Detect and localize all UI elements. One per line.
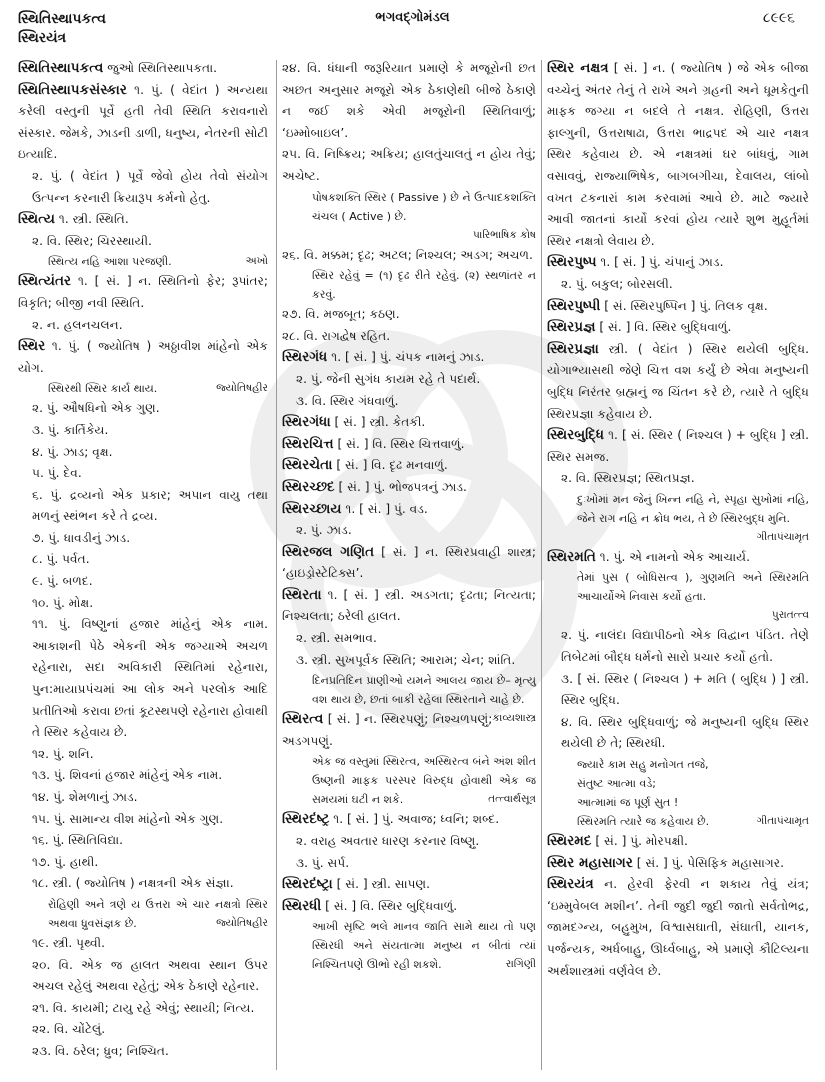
- headword: સ્થિરપ્રજ્ઞ: [547, 319, 596, 336]
- entry: સ્થિરપુષ્પી [ સં. સ્થિરપુષ્પિન ] પું. તિલક વૃક્ષ.: [547, 297, 768, 314]
- sense: ૨૦. વિ. એક જ હાલત અથવા સ્થાન ઉપર અચલ રહેલું અથવા રહેતું; એક ઠેકાણે રહેનાર.: [32, 957, 268, 994]
- entry: સ્થિરતા ૧. [ સં. ] સ્ત્રી. અડગતા; દૃઢતા; નિત્યતા; નિશ્ચલતા; ઠરેલી હાલત.: [282, 586, 536, 624]
- headword: સ્થિર: [18, 338, 46, 355]
- headword: સ્થિરગંધ: [282, 349, 328, 366]
- sense: ૧૨. પું. શનિ.: [32, 746, 94, 761]
- quotation-source: તત્ત્વાર્થસૂત્ર: [488, 793, 536, 806]
- quotation-source: જ્યોતિષહીર: [216, 916, 268, 929]
- entry: સ્થિરમતિ ૧. પું. એ નામનો એક આચાર્ય.: [547, 548, 751, 565]
- headword: સ્થિરમતિ: [547, 548, 596, 565]
- entry: સ્થિરપુષ્પ ૧. [ સં. ] પું. ચંપાનું ઝાડ.: [547, 254, 724, 271]
- entry: સ્થિર નક્ષત્ર [ સં. ] ન. ( જ્યોતિષ ) જે એક બીજા વચ્ચેનું અંતર તેનું તે રાખે અને ગ્રહની અને ધૂમકેતુની માફક જગ્યા ન બદલે તે નક્ષત્ર. રોહિણી, ઉત્તરા ફાલ્ગુની, ઉત્તરાષાઢા, ઉત્તરા ભાદ્રપદ એ ચાર નક્ષત્ર સ્થિર કહેવાય છે. એ નક્ષત્રમાં ઘર બાંધવું, ગામ વસાવવું, રાજ્યાભિષેક, બાગબગીચા, દેવાલય, લાંબો વખત ટકનારાં કામ કરવામાં આવે છે. માટે જ્યારે આવી જાતનાં કાર્યો કરવાં હોય ત્યારે શુભ મુહૂર્તમાં સ્થિર નક્ષત્રો લેવાય છે.: [547, 60, 809, 248]
- sense: ૨૫. વિ. નિષ્ક્રિય; અક્રિય; હાલતુંચાલતું ન હોય તેવું; અચેષ્ટ.: [282, 147, 536, 183]
- sense: ૧૪. પું. શેમળાનું ઝાડ.: [32, 790, 138, 804]
- definition: જુઓ સ્થિતિસ્થાપકતા.: [103, 61, 217, 75]
- headword: સ્થિરચ્છદ: [282, 478, 335, 495]
- sense: ૨૭. વિ. મજબૂત; કઠણ.: [282, 307, 400, 322]
- book-title: ભગવદ્ગોમંડલ: [375, 10, 450, 25]
- definition: ૧. પું. ( જ્યોતિષ ) અઠ્ઠાવીશ માંહેનો એક યોગ.: [18, 339, 268, 375]
- sense: ૨. વિ. સ્થિર; ચિરસ્થાયી.: [32, 233, 152, 248]
- headword: સ્થિરચેતા: [282, 457, 333, 474]
- quotation: સ્થિર રહેવું = (૧) દૃઢ રીતે રહેવું. (૨) સ્થળાંતર ન કરવું.: [312, 269, 536, 302]
- quotation: રોહિણી અને ત્રણે ય ઉત્તરા એ ચાર નક્ષત્રો સ્થિર અથવા ધ્રુવસંજ્ઞક છે. જ્યોતિષહીર: [18, 895, 268, 933]
- sense: ૨૨. વિ. ચોંટેલું.: [32, 1022, 106, 1037]
- verse-line: આત્મામાં જ પૂર્ણ સુત !: [577, 796, 679, 810]
- entry: સ્થિરયંત્ર ન. હેરવી ફેરવી ન શકાય તેવું યંત્ર; ‘ઇમ્મુવેબલ મશીન’. તેની જુદી જુદી જાતો સર્વતોભદ્ર, જામદગ્ન્ય, બહુમુખ, વિશ્વાસઘાતી, સંઘાતી, યાનક, પર્જન્યક, અર્ધબાહુ, ઊર્ધ્વબાહુ, એ પ્રમાણે કૌટિલ્યના અર્થશાસ્ત્રમાં વર્ણવેલ છે.: [547, 876, 809, 978]
- sense: ૨૬. વિ. મક્કમ; દૃઢ; અટલ; નિશ્ચલ; અડગ; અચળ.: [282, 247, 533, 262]
- definition: ૧. પું. ( વેદાંત ) અન્યથા કરેલી વસ્તુની પૂર્વે હતી તેવી સ્થિતિ કરાવનારો સંસ્કાર. જેમકે, ઝાડની ડાળી, ધનુષ્ય, નેતરની સોટી ઇત્યાદિ.: [18, 82, 268, 162]
- entry: [18, 209, 268, 231]
- page-header: [0, 6, 825, 50]
- headword: સ્થિત્ય: [18, 211, 56, 228]
- sense: ૨. પું. નાલંદા વિદ્યાપીઠનો એક વિદ્વાન પંડિત. તેણે તિબેટમાં બૌદ્ધ ધર્મનો સારો પ્રચાર કર્યો હતો.: [561, 628, 809, 665]
- headword: સ્થિરત્વ: [282, 711, 324, 728]
- sense: ૨૩. વિ. ઠરેલ; ધ્રુવ; નિશ્ચિત.: [32, 1043, 169, 1058]
- headword: સ્થિરમદ: [547, 833, 592, 850]
- dictionary-columns: [0, 58, 825, 1082]
- quotation: તેમાં પુસ ( બોધિસત્વ ), ગુણમતિ અને સ્થિરમતિ આચાર્યોએ નિવાસ કર્યો હતા.: [577, 571, 809, 604]
- headword: સ્થિરચિત્ત: [282, 435, 334, 452]
- quotation: સ્થિત્ય નહિ આશા પરજણી. અખો: [18, 252, 268, 271]
- sense: ૧૯. સ્ત્રી. પૃથ્વી.: [32, 935, 106, 950]
- column-left: [18, 58, 268, 1063]
- sense: ૯. પું. બળદ.: [32, 574, 93, 589]
- headword: સ્થિતિસ્થાપકત્વ: [18, 60, 104, 76]
- sense: ૨. વરાહ અવતાર ધારણ કરનાર વિષ્ણુ.: [296, 834, 480, 849]
- sense: ૨. પું. ઝાડ.: [296, 523, 352, 538]
- sense: ૧૮. સ્ત્રી. ( જ્યોતિષ ) નક્ષત્રની એક સંજ્ઞા.: [32, 876, 234, 891]
- entry: સ્થિર મહાસાગર [ સં. ] પું. પેસિફિક મહાસાગર.: [547, 854, 784, 871]
- entry: સ્થિરમદ [ સં. ] પું. મોરપક્ષી.: [547, 833, 688, 850]
- sense: ૪. પું. ઝાડ; વૃક્ષ.: [32, 444, 113, 459]
- headword: સ્થિતિસ્થાપકસંસ્કાર: [18, 81, 127, 98]
- headword: સ્થિર નક્ષત્ર: [547, 60, 609, 76]
- quotation-source: ગીતાપંચામૃત: [756, 815, 809, 828]
- entry: સ્થિરદંષ્ટ્રા [ સં. ] સ્ત્રી. સાપણ.: [282, 876, 430, 893]
- sense: ૨. વિ. સ્થિરપ્રજ્ઞ; સ્થિતપ્રજ્ઞ.: [561, 471, 695, 486]
- headword: સ્થિરબુદ્ધિ: [547, 427, 604, 444]
- sense: ૨. પું. ( વેદાંત ) પૂર્વે જેવો હોય તેવો સંયોગ ઉત્પન્ન કરનારી ક્રિયારૂપ કર્મનો હેતુ.: [32, 168, 268, 205]
- quotation-source: જ્યોતિષહીર: [216, 382, 268, 395]
- sense: ૩. પું. કાર્તિકેય.: [32, 422, 109, 437]
- sense: ૧૧. પું. વિષ્ણુનાં હજાર માંહેનું એક નામ. આકાશની પેઠે એકની એક જગ્યાએ અચળ રહેનારા, સદા અવિકારી સ્થિતિમાં રહેનારા, પુન:માયાપ્રપંચમાં આ લોક અને પરલોક આદિ પ્રતીતિઓ કરાવા છતાં કૂટસ્થપણે રહેનારા હોવાથી તે સ્થિર કહેવાય છે.: [32, 617, 268, 740]
- guide-word-last: સ્થિરયંત્ર: [18, 30, 67, 46]
- quotation: દુઃખોમાં મન જેનું ખિન્ન નહિ ને, સ્પૃહા સુખોમાં નહિ, જેને રાગ નહિ ન ક્રોધ ભય, તે છે સ્થિરબુદ્ધ મુનિ.: [577, 492, 809, 525]
- entry: [18, 80, 268, 166]
- entry: સ્થિરચેતા [ સં. ] વિ. દૃઢ મનવાળું.: [282, 457, 448, 474]
- verse-line: સ્થિરમતિ ત્યારે જ કહેવાય છે. ગીતાપંચામૃત: [547, 812, 809, 831]
- sense: ૩. [ સં. સ્થિર ( નિશ્ચલ ) + મતિ ( બુદ્ધિ ) ] સ્ત્રી. સ્થિર બુદ્ધિ.: [561, 671, 809, 708]
- entry: સ્થિરપ્રજ્ઞા સ્ત્રી. ( વેદાંત ) સ્થિર થયેલી બુદ્ધિ. યોગાભ્યાસથી જેણે ચિત્ત વશ કર્યું છે એવા મનુષ્યની બુદ્ધિ નિરંતર બ્રહ્મનું જ ચિંતન કરે છે, ત્યારે તે બુદ્ધિ સ્થિરપ્રજ્ઞા કહેવાય છે.: [547, 340, 809, 421]
- sense: ૩. વિ. સ્થિર ગંધવાળું.: [296, 393, 399, 408]
- sense: ૧૩. પું. શિવનાં હજાર માંહેનું એક નામ.: [32, 768, 223, 783]
- sense: ૧૦. પું. મોક્ષ.: [32, 595, 94, 610]
- sense: ૨. પું. જેની સુગંધ કાયમ રહે તે પદાર્થ.: [296, 371, 481, 386]
- sense: ૨. ન. હલનચલન.: [32, 317, 123, 332]
- verse-line: જ્યારે કામ સહુ મનોગત તજે,: [577, 758, 709, 772]
- entry: [18, 58, 268, 80]
- sense: ૧૬. પું. સ્થિતિવિદ્યા.: [32, 833, 124, 848]
- quotation: એક જ વસ્તુમાં સ્થિરત્વ, અસ્થિરત્વ બંને અંશ શીત ઉષ્ણની માફક પરસ્પર વિરુદ્ધ હોવાથી એક જ સમયમાં ઘટી ન શકે. તત્ત્વાર્થસૂત્ર: [282, 752, 536, 809]
- sense: ૮. પું. પર્વત.: [32, 552, 90, 567]
- headword: સ્થિરપ્રજ્ઞા: [547, 340, 599, 357]
- definition: ૧. સ્ત્રી. સ્થિતિ.: [55, 212, 129, 227]
- headword: સ્થિરદંષ્ટ્રા: [282, 876, 333, 893]
- sense: ૨૮. વિ. રાગદ્વેષ રહિત.: [282, 328, 391, 343]
- column-middle: [282, 58, 536, 974]
- headword: સ્થિત્યંતર: [18, 273, 72, 290]
- entry: સ્થિરજલ ગણિત [ સં. ] ન. સ્થિરપ્રવાહી શાસ્ત્ર; ‘હાઇડ્રોસ્ટેટિક્સ’.: [282, 543, 536, 581]
- headword: સ્થિરયંત્ર: [547, 876, 594, 893]
- sense: ૨૪. વિ. ધંધાની જરૂરિયાત પ્રમાણે કે મજૂરોની છત અછત અનુસાર મજૂરો એક ઠેકાણેથી બીજે ઠેકાણે ન જઈ શકે એવી મજૂરોની સ્થિતિવાળું; ‘ઇમ્મોબાઇલ’.: [282, 61, 536, 140]
- entry: સ્થિરચિત્ત [ સં. ] વિ. સ્થિર ચિત્તવાળું.: [282, 435, 465, 452]
- entry: સ્થિરગંધ ૧. [ સં. ] પું. ચંપક નામનું ઝાડ.: [282, 349, 485, 366]
- quotation-source: પારિભાષિક કોષ: [472, 228, 536, 241]
- entry: સ્થિરગંધા [ સં. ] સ્ત્રી. કેતકી.: [282, 414, 426, 431]
- sense: ૩. પું. સર્પ.: [296, 855, 350, 870]
- sense: ૧૭. પું. હાથી.: [32, 854, 99, 869]
- entry: સ્થિરત્વ [ સં. ] ન. સ્થિરપણું; નિશ્ચળપણું; અડગપણું.: [282, 711, 493, 748]
- page-number: ૮૯૯૬: [762, 10, 795, 26]
- entry: સ્થિરચ્છદ [ સં. ] પું. ભોજપત્રનું ઝાડ.: [282, 478, 467, 495]
- sense: ૩. સ્ત્રી. સુખપૂર્વક સ્થિતિ; આરામ; ચેન; શાંતિ.: [296, 652, 516, 667]
- entry: સ્થિરપ્રજ્ઞ [ સં. ] વિ. સ્થિર બુદ્ધિવાળું.: [547, 319, 732, 336]
- entry: [18, 271, 268, 314]
- headword: સ્થિરતા: [282, 586, 322, 603]
- sense: ૨. પું. બકુલ; બોરસલી.: [561, 276, 673, 291]
- entry: સ્થિરચ્છાય ૧. [ સં. ] પું. વડ.: [282, 500, 428, 517]
- entry: સ્થિરદંષ્ટ્ર ૧. [ સં. ] પું. અવાજ; ધ્વનિ; શબ્દ.: [282, 811, 500, 828]
- headword: સ્થિરપુષ્પ: [547, 254, 597, 271]
- sense: ૪. વિ. સ્થિર બુદ્ધિવાળું; જે મનુષ્યની બુદ્ધિ સ્થિર થયેલી છે તે; સ્થિરધી.: [561, 714, 809, 751]
- sense: ૫. પું. દેવ.: [32, 466, 82, 481]
- guide-word-first: સ્થિતિસ્થાપકત્વ: [18, 11, 106, 27]
- headword: સ્થિરપુષ્પી: [547, 297, 601, 314]
- column-right: [547, 58, 809, 982]
- headword: સ્થિરચ્છાય: [282, 500, 342, 517]
- sense: ૧૫. પું. સામાન્ય વીશ માંહેનો એક ગુણ.: [32, 811, 224, 826]
- quotation: દિનપ્રતિદિન પ્રાણીઓ યમને આલય જાય છે– મૃત્યુ વશ થાય છે, છતાં બાકી રહેલા સ્થિરતાને ચાહે છે. કાવ્યશાસ્ત્ર: [282, 671, 536, 709]
- verse-line: સંતુષ્ટ આત્મા વડે;: [577, 777, 656, 791]
- quotation: પોષકશક્તિ સ્થિર ( Passive ) છે ને ઉત્પાદકશક્તિ ચંચલ ( Active ) છે.: [312, 190, 536, 223]
- sense: ૭. પું. ધાવડીનું ઝાડ.: [32, 530, 131, 545]
- sense: ૨૧. વિ. કાયમી; ટાયુ રહે એવું; સ્થાયી; નિત્ય.: [32, 1000, 255, 1015]
- entry: [18, 336, 268, 379]
- headword: સ્થિરગંધા: [282, 414, 331, 431]
- headword: સ્થિરદંષ્ટ્ર: [282, 811, 330, 828]
- quotation: આખી સૃષ્ટિ ભલે માનવ જાતિ સામે થાય તો પણ સ્થિરધી અને સંયતાત્મા મનુષ્ય ન બીતાં ત્યાં નિશ્ચિતપણે ઊભો રહી શકશે. રાગિણી: [282, 917, 536, 974]
- headword: સ્થિરજલ ગણિત: [282, 543, 375, 560]
- headword: સ્થિર મહાસાગર: [547, 854, 633, 871]
- quotation: સ્થિરથી સ્થિર કાર્ય થાય. જ્યોતિષહીર: [18, 379, 268, 398]
- quotation-source: અખો: [245, 255, 268, 268]
- sense: ૨. પું. ઔષધિનો એક ગુણ.: [32, 401, 160, 416]
- sense: ૨. સ્ત્રી. સમભાવ.: [296, 631, 377, 646]
- quotation-source: રાગિણી: [505, 958, 536, 971]
- quotation-source: પુરાતત્ત્વ: [771, 609, 809, 622]
- headword: સ્થિરધી: [282, 897, 322, 914]
- sense: ૬. પું. દ્રવ્યનો એક પ્રકાર; અપાન વાયુ તથા મળનું સ્થંભન કરે તે દ્રવ્ય.: [32, 487, 268, 524]
- entry: સ્થિરધી [ સં. ] વિ. સ્થિર બુદ્ધિવાળું.: [282, 897, 458, 914]
- definition: ૧. [ સં. ] ન. સ્થિતિનો ફેર; રૂપાંતર; વિકૃતિ; બીજી નવી સ્થિતિ.: [18, 274, 268, 310]
- quotation-source: ગીતાપંચામૃત: [756, 530, 809, 543]
- entry: સ્થિરબુદ્ધિ ૧. [ સં. સ્થિર ( નિશ્ચલ ) + બુદ્ધિ ] સ્ત્રી. સ્થિર સમજ.: [547, 427, 809, 464]
- quotation-source: કાવ્યશાસ્ત્ર: [492, 712, 536, 725]
